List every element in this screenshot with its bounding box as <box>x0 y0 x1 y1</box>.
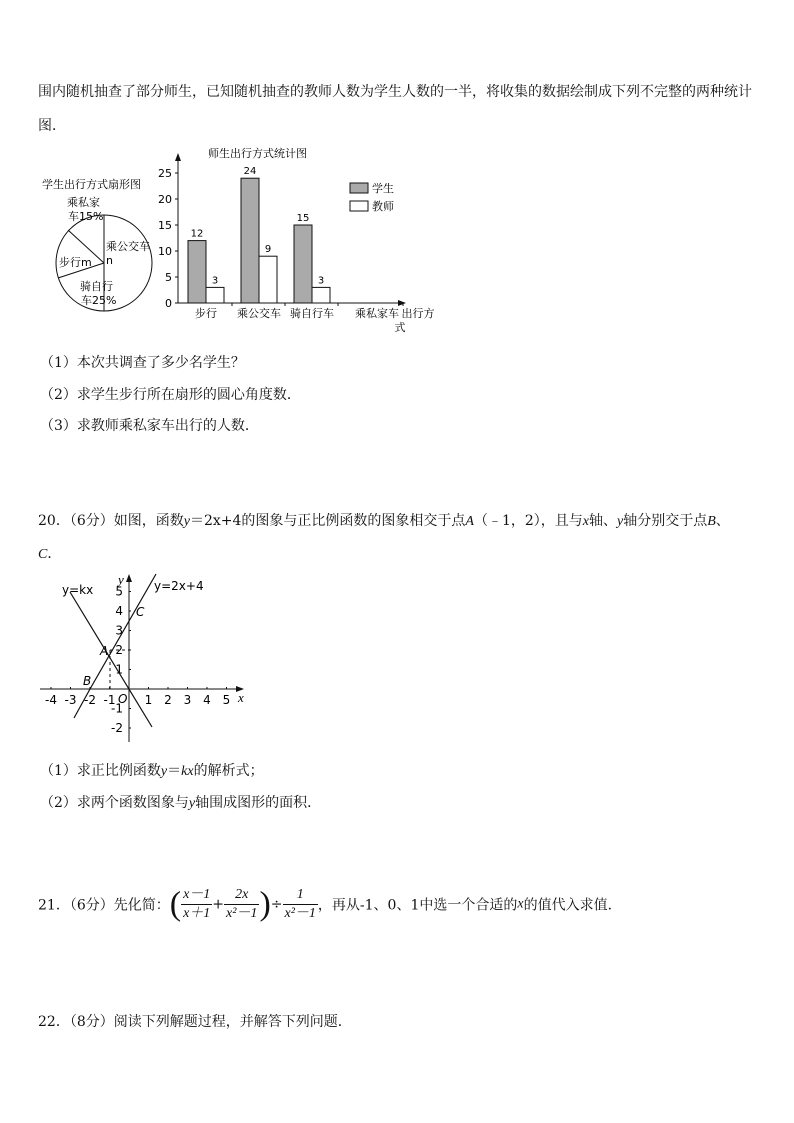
y-axis-label: y <box>118 572 124 587</box>
bar-category-label: 骑自行车 <box>290 307 334 320</box>
bar-teacher <box>312 287 330 303</box>
bar-student <box>294 225 312 303</box>
bar-chart-title: 师生出行方式统计图 <box>208 147 307 160</box>
bar-chart <box>150 145 440 340</box>
bar-student <box>188 241 206 303</box>
pie-label-car-2: 车15% <box>68 210 104 223</box>
bar-value-label: 15 <box>296 213 310 224</box>
bar-x-arrow <box>398 300 406 306</box>
point-B-label: B <box>83 674 92 688</box>
intro-line-1: 围内随机抽查了部分师生，已知随机抽查的教师人数为学生人数的一半，将收集的数据绘制成下列不完整的两种统计 <box>38 84 752 100</box>
q20-sub-1: （1）求正比例函数y＝kx的解析式； <box>40 763 264 779</box>
bar-value-label: 9 <box>264 244 272 256</box>
pie-chart <box>38 170 168 320</box>
q20-sub-2: （2）求两个函数图象与y轴围成图形的面积． <box>40 795 322 811</box>
q20-x-tick-label: 2 <box>164 693 172 707</box>
q20-x-tick-label: 1 <box>144 693 153 707</box>
label-kx: y=kx <box>62 583 94 597</box>
q20-x-tick-label: 5 <box>222 693 231 707</box>
q22-statement: 22．（8分）阅读下列解题过程，并解答下列问题． <box>38 1014 352 1030</box>
q20-statement-2: C． <box>38 546 62 562</box>
q19-sub-3: （3）求教师乘私家车出行的人数． <box>40 418 259 434</box>
bar-y-tick-label: 10 <box>158 245 172 258</box>
q20-y-tick-label: -1 <box>111 701 123 716</box>
bar-category-label: 乘私家车 <box>355 307 399 320</box>
pie-label-bike-2: 车25% <box>81 294 117 307</box>
q20-y-tick-label: 1 <box>115 662 123 677</box>
bar-y-arrow <box>175 153 181 161</box>
origin-label: O <box>118 692 128 706</box>
bar-value-label: 12 <box>190 228 204 240</box>
bar-category-label: 乘公交车 <box>237 307 281 320</box>
pie-label-walk: 步行m <box>59 256 92 269</box>
legend-label: 学生 <box>372 182 394 195</box>
bar-x-axis-label: 出行方 <box>401 307 435 320</box>
bar-value-label: 3 <box>317 275 325 287</box>
bar-y-tick-label: 15 <box>158 219 172 232</box>
line-2x4 <box>90 574 156 689</box>
bar-category-label: 步行 <box>195 307 217 320</box>
q19-sub-1: （1）本次共调查了多少名学生？ <box>40 355 245 371</box>
x-axis-label: x <box>238 690 244 705</box>
bar-y-tick-label: 20 <box>158 193 172 206</box>
label-2x4: y=2x+4 <box>154 579 204 593</box>
pie-label-car: 乘私家 <box>67 196 100 209</box>
q20-x-tick-label: -1 <box>103 693 116 707</box>
bar-y-tick-label: 5 <box>165 271 172 284</box>
bar-y-tick-label: 25 <box>158 167 172 180</box>
q19-sub-2: （2）求学生步行所在扇形的圆心角度数． <box>40 387 301 403</box>
legend-label: 教师 <box>372 200 394 213</box>
bar-y-tick-label: 0 <box>165 297 172 310</box>
q20-y-tick-label: 4 <box>115 604 123 618</box>
bar-teacher <box>259 256 277 303</box>
legend-swatch <box>350 201 368 211</box>
q20-y-tick-label: -2 <box>111 721 123 735</box>
bar-student <box>241 178 259 303</box>
y-axis-arrow <box>126 574 132 582</box>
q20-statement: 20．（6分）如图，函数y＝2x+4的图象与正比例函数的图象相交于点A（﹣1，2），且与x轴、y轴分别交于点B、 <box>38 513 730 529</box>
q20-x-tick-label: 3 <box>183 693 192 707</box>
fraction-1: $\frac{x-1}{x+1}$ <box>183 887 211 921</box>
pie-label-bike: 骑自行 <box>80 280 113 293</box>
q20-y-tick-label: 2 <box>115 643 123 657</box>
legend-swatch <box>350 183 368 193</box>
q21-statement: 21．（6分）先化简：( $\frac{x-1}{x+1}$ + $\frac{2x}{\text{x²－1}}$ )÷ $\frac{1}{\text{x²－1}}$ ，再从-1、0、1中选一个合适的x的值代入求值． <box>38 885 622 923</box>
bar-value-label: 3 <box>211 275 219 287</box>
q20-y-tick-label: 3 <box>115 623 123 638</box>
q20-x-tick-label: -2 <box>84 693 96 707</box>
q20-graph <box>38 572 253 747</box>
bar-value-label: 24 <box>243 166 257 178</box>
bar-x-axis-label-2: 式 <box>394 321 406 334</box>
fraction-3: $\frac{1}{\text{x²－1}}$ <box>284 887 316 921</box>
q20-x-tick-label: -4 <box>45 693 57 707</box>
bar-teacher <box>206 287 224 303</box>
intro-line-2: 图． <box>38 118 66 134</box>
pie-label-bus: 乘公交车 <box>106 240 150 253</box>
point-C-label: C <box>136 605 145 619</box>
q20-y-tick-label: 5 <box>115 584 123 599</box>
point-A-label: A <box>100 644 109 658</box>
pie-title: 学生出行方式扇形图 <box>42 178 141 191</box>
q20-x-tick-label: 4 <box>203 693 211 707</box>
fraction-2: $\frac{2x}{\text{x²－1}}$ <box>226 887 258 921</box>
pie-label-bus-var: n <box>106 254 113 267</box>
q20-x-tick-label: -3 <box>64 693 77 707</box>
